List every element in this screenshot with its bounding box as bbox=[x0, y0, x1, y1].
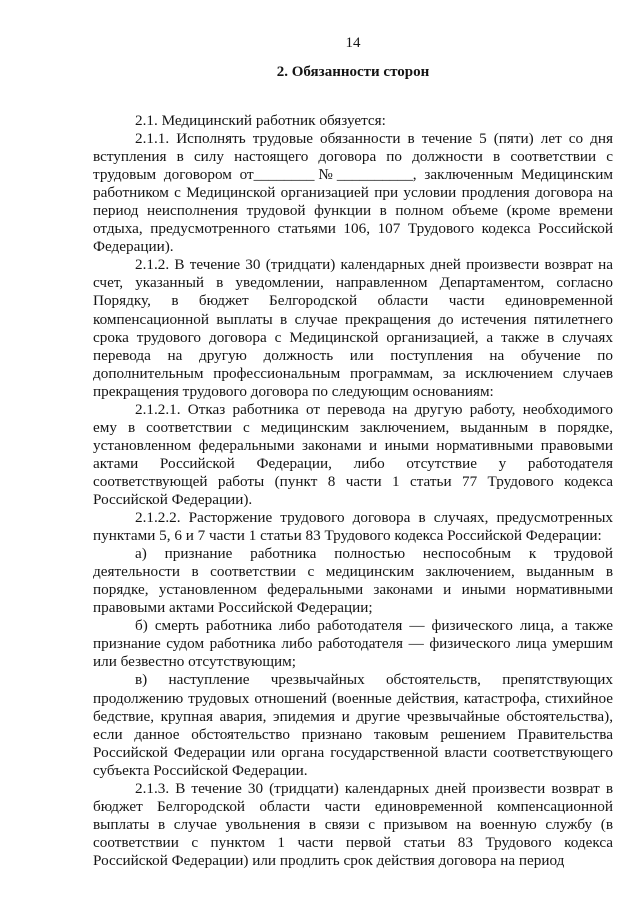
page-number: 14 bbox=[345, 35, 361, 51]
paragraph-2-1: 2.1. Медицинский работник обязуется: bbox=[135, 112, 386, 129]
paragraph-2-1-1: 2.1.1. Исполнять трудовые обязанности в течение 5 (пяти) лет со дня вступления в силу настоящего договора по должности в соответствии с трудовым договором от________№__________, заключенным Медицинским работником с Медицинской организацией при условии продления договора на период неисполнения трудовой функции в полном объеме (кроме времени отдыха, предусмотренного статьями 106, 107 Трудового кодекса Российской Федерации). bbox=[93, 130, 613, 256]
paragraph-2-1-2: 2.1.2. В течение 30 (тридцати) календарных дней произвести возврат на счет, указанный в уведомлении, направленном Департаментом, согласно Порядку, в бюджет Белгородской области части единовременной компенсационной выплаты в случае прекращения до истечения пятилетнего срока трудового договора с Медицинской организацией, а также в случаях перевода на другую должность или поступления на обучение по дополнительным профессиональным программам, за исключением случаев прекращения трудового договора по следующим основаниям: bbox=[93, 256, 613, 400]
list-item-b: б) смерть работника либо работодателя — физического лица, а также признание судом работника либо работодателя — физического лица умершим или безвестно отсутствующим; bbox=[93, 617, 613, 671]
paragraph-2-1-2-2: 2.1.2.2. Расторжение трудового договора в случаях, предусмотренных пунктами 5, 6 и 7 части 1 статьи 83 Трудового кодекса Российской Федерации: bbox=[93, 509, 613, 545]
list-item-a: а) признание работника полностью неспособным к трудовой деятельности в соответствии с медицинским заключением, выданным в порядке, установленном федеральными законами и иными нормативными правовыми актами Российской Федерации; bbox=[93, 545, 613, 617]
list-item-v: в) наступление чрезвычайных обстоятельств, препятствующих продолжению трудовых отношений (военные действия, катастрофа, стихийное бедствие, крупная авария, эпидемия и другие чрезвычайные обстоятельства), если данное обстоятельство признано таковым решением Правительства Российской Федерации или органа государственной власти соответствующего субъекта Российской Федерации. bbox=[93, 671, 613, 779]
paragraph-2-1-3: 2.1.3. В течение 30 (тридцати) календарных дней произвести возврат в бюджет Белгородской области части единовременной компенсационной выплаты в случае увольнения в связи с призывом на военную службу (в соответствии с пунктом 1 части первой статьи 83 Трудового кодекса Российской Федерации) или продлить срок действия договора на период bbox=[93, 779, 613, 869]
paragraph-2-1-2-1: 2.1.2.1. Отказ работника от перевода на другую работу, необходимого ему в соответствии с медицинским заключением, выданным в порядке, установленном федеральными законами и иными нормативными правовыми актами Российской Федерации, либо отсутствие у работодателя соответствующей работы (пункт 8 части 1 статьи 77 Трудового кодекса Российской Федерации). bbox=[93, 400, 613, 508]
section-title: 2. Обязанности сторон bbox=[276, 64, 430, 80]
document-body bbox=[93, 108, 613, 870]
